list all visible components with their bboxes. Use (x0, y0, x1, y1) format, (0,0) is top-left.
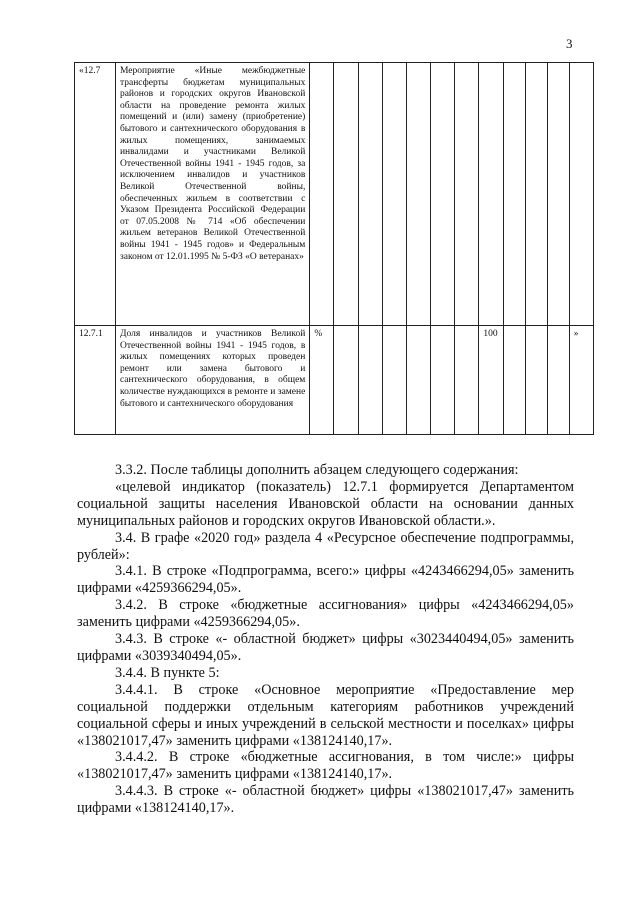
paragraph: 3.4.4. В пункте 5: (115, 664, 220, 681)
table-cell (382, 326, 406, 435)
row-number: 12.7.1 (75, 326, 116, 435)
paragraph: 3.4.4.3. В строке «- областной бюджет» цифры «138021017,47» заменить цифрами «138124140,17». (77, 783, 574, 817)
paragraph: 3.4.4.1. В строке «Основное мероприятие «Предоставление мер социальной поддержки отдельным категориям работников учреждений социальной сферы и иных учреждений в сельской местности и поселках» цифры «138021017,47» заменить цифрами «138124140,17». (77, 681, 574, 749)
row-description: Мероприятие «Иные межбюджетные трансферты бюджетам муниципальных районов и городских округов Ивановской области на проведение ремонта жилых помещений и (или) замену (приобретение) бытового и сантехнического оборудования в жилых помещениях, занимаемых инвалидами и участниками Великой Отечественной войны 1941 - 1945 годов, за исключением инвалидов и участников Великой Отечественной войны, обеспеченных жильем в соответствии с Указом Президента Российской Федерации от 07.05.2008 № 714 «Об обеспечении жильем ветеранов Великой Отечественной войны 1941 - 1945 годов» и Федеральным законом от 12.01.1995 № 5-ФЗ «О ветеранах» (115, 63, 309, 326)
page-number: 3 (566, 36, 573, 51)
table-cell: 100 (479, 326, 503, 435)
table-cell (547, 63, 569, 326)
table-cell (479, 63, 503, 326)
table-cell (310, 63, 334, 326)
table-cell (382, 63, 406, 326)
table-cell (431, 63, 455, 326)
paragraph: 3.4.1. В строке «Подпрограмма, всего:» цифры «4243466294,05» заменить цифрами «4259366294,05». (77, 563, 574, 597)
table-row (75, 326, 594, 435)
table-cell (406, 63, 430, 326)
table-cell (431, 326, 455, 435)
row-description: Доля инвалидов и участников Великой Отечественной войны 1941 - 1945 годов, в жилых помещениях которых проведен ремонт или замена бытового и сантехнического оборудования, в общем количестве нуждающихся в ремонте и замене бытового и сантехнического оборудования (115, 326, 309, 435)
table-cell (525, 326, 547, 435)
table-cell (406, 326, 430, 435)
table-row (75, 63, 594, 326)
paragraph: «целевой индикатор (показатель) 12.7.1 формируется Департаментом социальной защиты населения Ивановской области на основании данных муниципальных районов и городских округов Ивановской области.». (77, 478, 574, 529)
table-cell (358, 63, 382, 326)
paragraph: 3.4. В графе «2020 год» раздела 4 «Ресурсное обеспечение подпрограммы, рублей»: (77, 529, 574, 563)
paragraph: 3.3.2. После таблицы дополнить абзацем следующего содержания: (115, 462, 519, 478)
table-cell (503, 326, 525, 435)
table-cell: % (310, 326, 334, 435)
table-cell: » (569, 326, 593, 435)
table-cell (455, 63, 479, 326)
program-table (74, 62, 594, 435)
table-cell (503, 63, 525, 326)
table-cell (569, 63, 593, 326)
table-cell (358, 326, 382, 435)
table-cell (334, 326, 358, 435)
table-cell (455, 326, 479, 435)
paragraph: 3.4.3. В строке «- областной бюджет» цифры «3023440494,05» заменить цифрами «3039340494,05». (77, 631, 574, 664)
paragraph: 3.4.4.2. В строке «бюджетные ассигнования, в том числе:» цифры «138021017,47» заменить цифрами «138124140,17». (77, 749, 574, 783)
table-cell (525, 63, 547, 326)
row-number: «12.7 (75, 63, 116, 326)
document-body (77, 462, 574, 817)
table-cell (547, 326, 569, 435)
table-cell (334, 63, 358, 326)
paragraph: 3.4.2. В строке «бюджетные ассигнования» цифры «4243466294,05» заменить цифрами «4259366294,05». (77, 597, 574, 631)
